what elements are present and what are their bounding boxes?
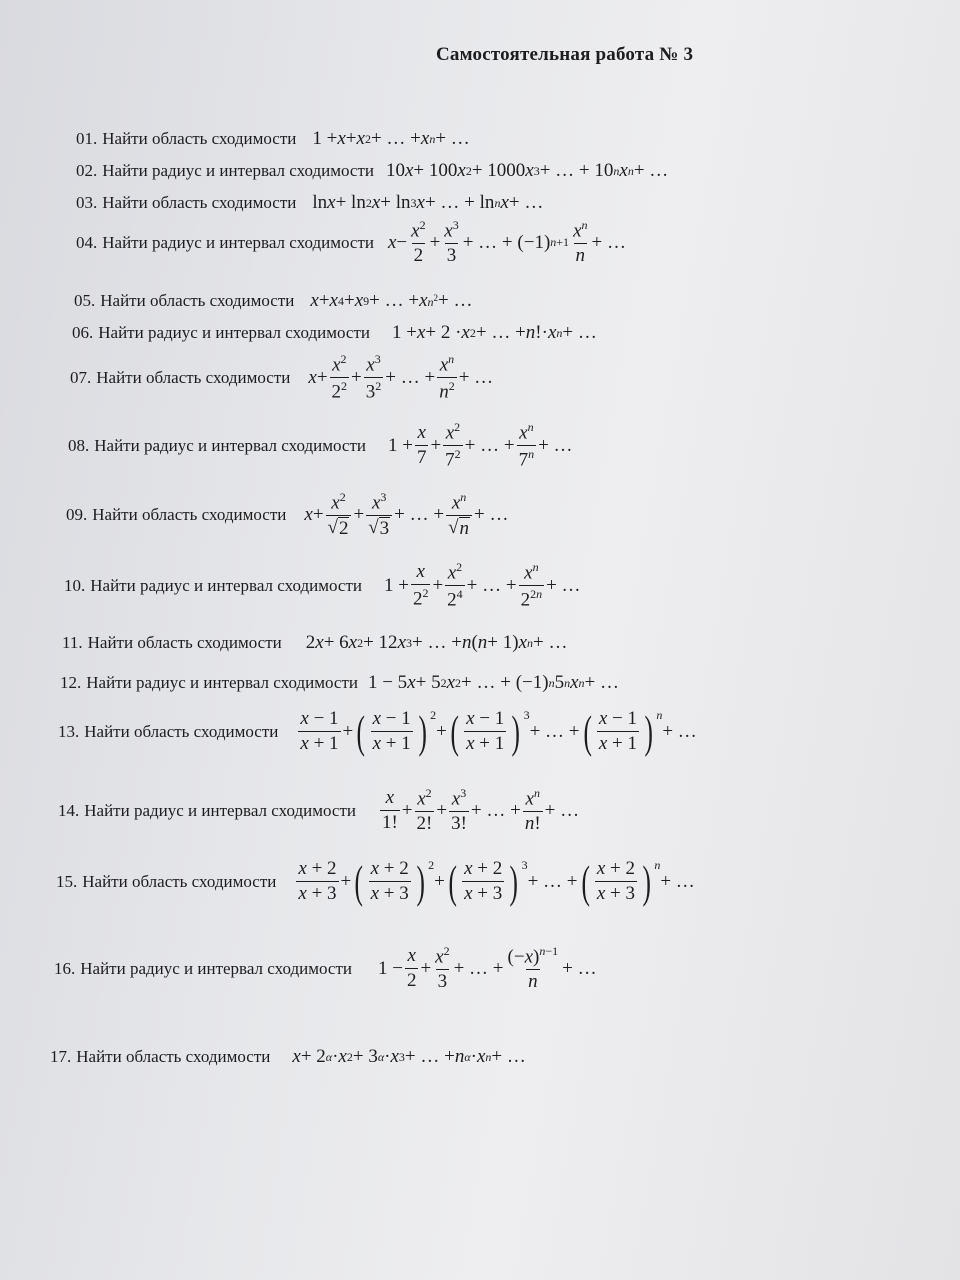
task-13 [58,705,697,757]
task-number: 08. [68,435,90,455]
task-text: Найти область сходимости [84,721,279,741]
task-04 [76,218,626,267]
task-14 [58,786,579,835]
series-formula: x + 2 α · x 2 + 3 α · x 3 + … + n α · x n + … [292,1046,526,1067]
task-number: 04. [76,232,98,252]
series-formula: 1 + $\frac{x}{2^2}$ + $\frac{x^2}{2^4}$ + … + $\frac{x^n}{2^{2n}}$ + … [383,560,581,611]
series-formula: 1 + $\frac{x}{7}$ + $\frac{x^2}{7^2}$ + … + $\frac{x^n}{7^n}$ + … [387,420,573,471]
task-text: Найти область сходимости [102,129,297,148]
task-text: Найти радиус и интервал сходимости [94,435,366,455]
task-text: Найти радиус и интервал сходимости [90,575,362,595]
task-15 [56,855,695,907]
task-number: 02. [76,161,98,180]
task-17 [50,1046,526,1068]
series-formula: x + x 4 + x 9 + … + x $n^2$ + … [310,290,473,311]
task-text: Найти радиус и интервал сходимости [102,232,374,252]
task-number: 01. [76,129,98,148]
task-12 [60,672,619,694]
task-number: 09. [66,505,88,525]
task-number: 17. [50,1047,72,1066]
task-text: Найти область сходимости [87,633,282,652]
task-02 [76,160,668,182]
task-05 [74,290,472,312]
task-text: Найти область сходимости [100,291,295,310]
task-text: Найти радиус и интервал сходимости [86,673,358,692]
task-08 [68,420,573,472]
task-number: 13. [58,721,80,741]
series-formula: x + $x^2$ √ 2 + $x^3$ √ 3 + … + $x^n$ √ n + … [304,490,509,540]
series-formula: ln x + ln 2 x + ln 3 x + … + ln n x + … [312,192,544,213]
task-number: 16. [54,958,76,978]
task-number: 11. [62,633,83,652]
series-formula: 1 − $\frac{x}{2}$ + $\frac{x^2}{3}$ + … + $\frac{(-x)^{n-1}}{n}$ + … [377,944,597,993]
task-number: 07. [70,367,92,387]
task-number: 03. [76,193,98,212]
task-11 [62,632,567,654]
series-formula: 1 − 5 x + 5 2 x 2 + … + (−1) n 5 n x n + … [367,672,619,693]
task-number: 15. [56,871,78,891]
series-formula: x + $\frac{x^2}{2^2}$ + $\frac{x^3}{3^2}$ + … + $\frac{x^n}{n^2}$ + … [308,352,494,403]
task-06 [72,322,597,344]
page-title: Самостоятельная работа № 3 [436,44,694,65]
task-number: 05. [74,291,96,310]
task-text: Найти область сходимости [76,1047,271,1066]
task-number: 06. [72,323,94,342]
task-16 [54,944,597,993]
series-formula: 2 x + 6 x 2 + 12 x 3 + … + n ( n + 1) x n + … [305,632,568,653]
task-09 [66,490,508,540]
task-text: Найти радиус и интервал сходимости [84,800,356,820]
task-01 [76,128,470,150]
task-text: Найти радиус и интервал сходимости [98,323,370,342]
series-formula: $\frac{x - 1}{x + 1}$ + ( $\frac{x - 1}{x + 1}$ ) $^2$ + ( $\frac{x - 1}{x + 1}$ ) $^3$ + … + ( $\frac{x - 1}{x + 1}$ ) $^n$ + … [300,705,697,757]
task-number: 12. [60,673,82,692]
series-formula: 10 x + 100 x 2 + 1000 x 3 + … + 10 n x n + … [385,160,669,181]
series-formula: $\frac{x}{1!}$ + $\frac{x^2}{2!}$ + $\frac{x^3}{3!}$ + … + $\frac{x^n}{n!}$ + … [381,786,580,835]
task-text: Найти область сходимости [96,367,291,387]
series-formula: x − $\frac{x^2}{2}$ + $\frac{x^3}{3}$ + … + (−1) n+1 $\frac{x^n}{n}$ + … [387,218,626,267]
task-text: Найти область сходимости [82,871,277,891]
series-formula: $\frac{x + 2}{x + 3}$ + ( $\frac{x + 2}{x + 3}$ ) $^2$ + ( $\frac{x + 2}{x + 3}$ ) $^3$ + … + ( $\frac{x + 2}{x + 3}$ ) $^n$ + … [298,855,695,907]
task-07 [70,352,493,404]
series-formula: 1 + x + x 2 + … + x n + … [312,128,470,149]
task-number: 14. [58,800,80,820]
task-number: 10. [64,575,86,595]
task-text: Найти область сходимости [92,505,287,525]
task-03 [76,192,543,214]
task-text: Найти область сходимости [102,193,297,212]
task-10 [64,560,581,612]
task-text: Найти радиус и интервал сходимости [80,958,352,978]
series-formula: 1 + x + 2 · x 2 + … + n !· x n + … [391,322,597,343]
task-text: Найти радиус и интервал сходимости [102,161,374,180]
